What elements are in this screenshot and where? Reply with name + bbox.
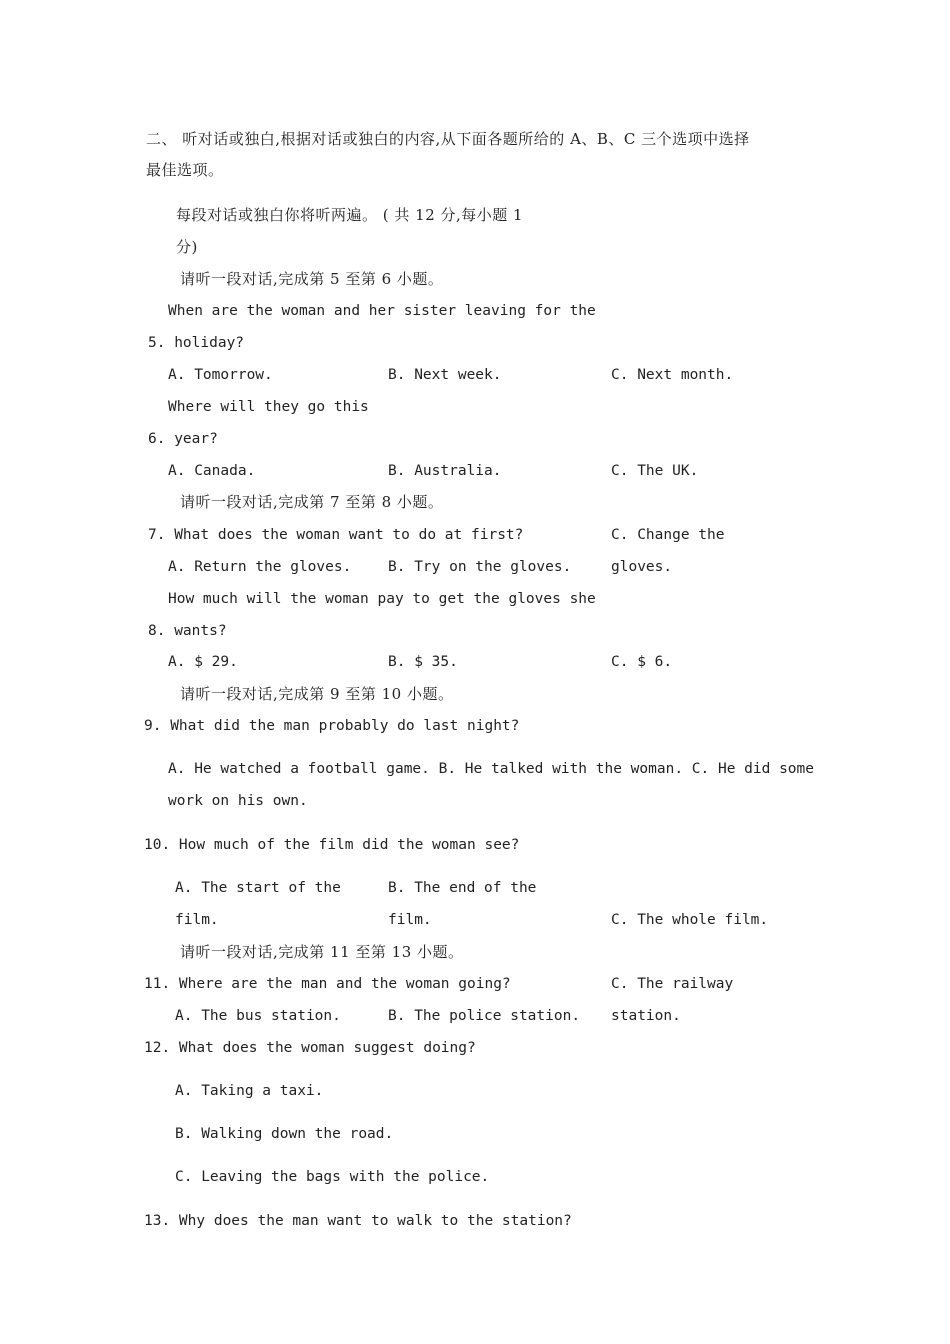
- question-11-text: 11. Where are the man and the woman going?: [144, 976, 511, 992]
- question-5-text-continued: 5. holiday?: [148, 335, 245, 351]
- question-8-text-continued: 8. wants?: [148, 623, 227, 639]
- group-instruction-9-10: 请听一段对话,完成第 9 至第 10 小题。: [180, 685, 454, 703]
- question-6-option-c: C. The UK.: [611, 463, 699, 479]
- question-9-text: 9. What did the man probably do last night?: [144, 718, 520, 734]
- question-7-option-c-continued: gloves.: [611, 559, 673, 575]
- question-10-option-a-continued: film.: [175, 912, 219, 928]
- question-8-option-c: C. $ 6.: [611, 654, 673, 670]
- question-10-option-b-continued: film.: [388, 912, 432, 928]
- question-10-option-a: A. The start of the: [175, 880, 341, 896]
- question-5-text: When are the woman and her sister leaving for the: [168, 303, 596, 319]
- question-12-option-a: A. Taking a taxi.: [175, 1083, 324, 1099]
- group-instruction-5-6: 请听一段对话,完成第 5 至第 6 小题。: [180, 270, 444, 288]
- question-11-option-c: C. The railway: [611, 976, 734, 992]
- question-6-option-b: B. Australia.: [388, 463, 502, 479]
- question-5-option-b: B. Next week.: [388, 367, 502, 383]
- question-7-option-a: A. Return the gloves.: [168, 559, 352, 575]
- question-8-text: How much will the woman pay to get the gloves she: [168, 591, 596, 607]
- question-10-option-c: C. The whole film.: [611, 912, 769, 928]
- question-12-option-b: B. Walking down the road.: [175, 1126, 394, 1142]
- question-12-text: 12. What does the woman suggest doing?: [144, 1040, 476, 1056]
- question-8-option-a: A. $ 29.: [168, 654, 238, 670]
- section-instruction-continued: 分): [176, 238, 198, 256]
- section-heading: 二、 听对话或独白,根据对话或独白的内容,从下面各题所给的 A、B、C 三个选项中选择: [146, 130, 750, 148]
- section-instruction: 每段对话或独白你将听两遍。 ( 共 12 分,每小题 1: [176, 206, 524, 224]
- question-5-option-a: A. Tomorrow.: [168, 367, 273, 383]
- question-10-text: 10. How much of the film did the woman see?: [144, 837, 520, 853]
- group-instruction-7-8: 请听一段对话,完成第 7 至第 8 小题。: [180, 493, 444, 511]
- question-9-options: A. He watched a football game. B. He talked with the woman. C. He did some: [168, 761, 815, 777]
- question-13-text: 13. Why does the man want to walk to the station?: [144, 1213, 572, 1229]
- question-9-options-continued: work on his own.: [168, 793, 308, 809]
- question-6-text-continued: 6. year?: [148, 431, 218, 447]
- question-7-option-b: B. Try on the gloves.: [388, 559, 572, 575]
- question-11-option-c-continued: station.: [611, 1008, 681, 1024]
- question-11-option-b: B. The police station.: [388, 1008, 581, 1024]
- question-5-option-c: C. Next month.: [611, 367, 734, 383]
- question-12-option-c: C. Leaving the bags with the police.: [175, 1169, 490, 1185]
- question-6-text: Where will they go this: [168, 399, 369, 415]
- question-6-option-a: A. Canada.: [168, 463, 256, 479]
- question-10-option-b: B. The end of the: [388, 880, 537, 896]
- question-7-text: 7. What does the woman want to do at first?: [148, 527, 524, 543]
- question-8-option-b: B. $ 35.: [388, 654, 458, 670]
- section-heading-continued: 最佳选项。: [146, 161, 224, 179]
- group-instruction-11-13: 请听一段对话,完成第 11 至第 13 小题。: [180, 943, 464, 961]
- question-11-option-a: A. The bus station.: [175, 1008, 341, 1024]
- question-7-option-c: C. Change the: [611, 527, 725, 543]
